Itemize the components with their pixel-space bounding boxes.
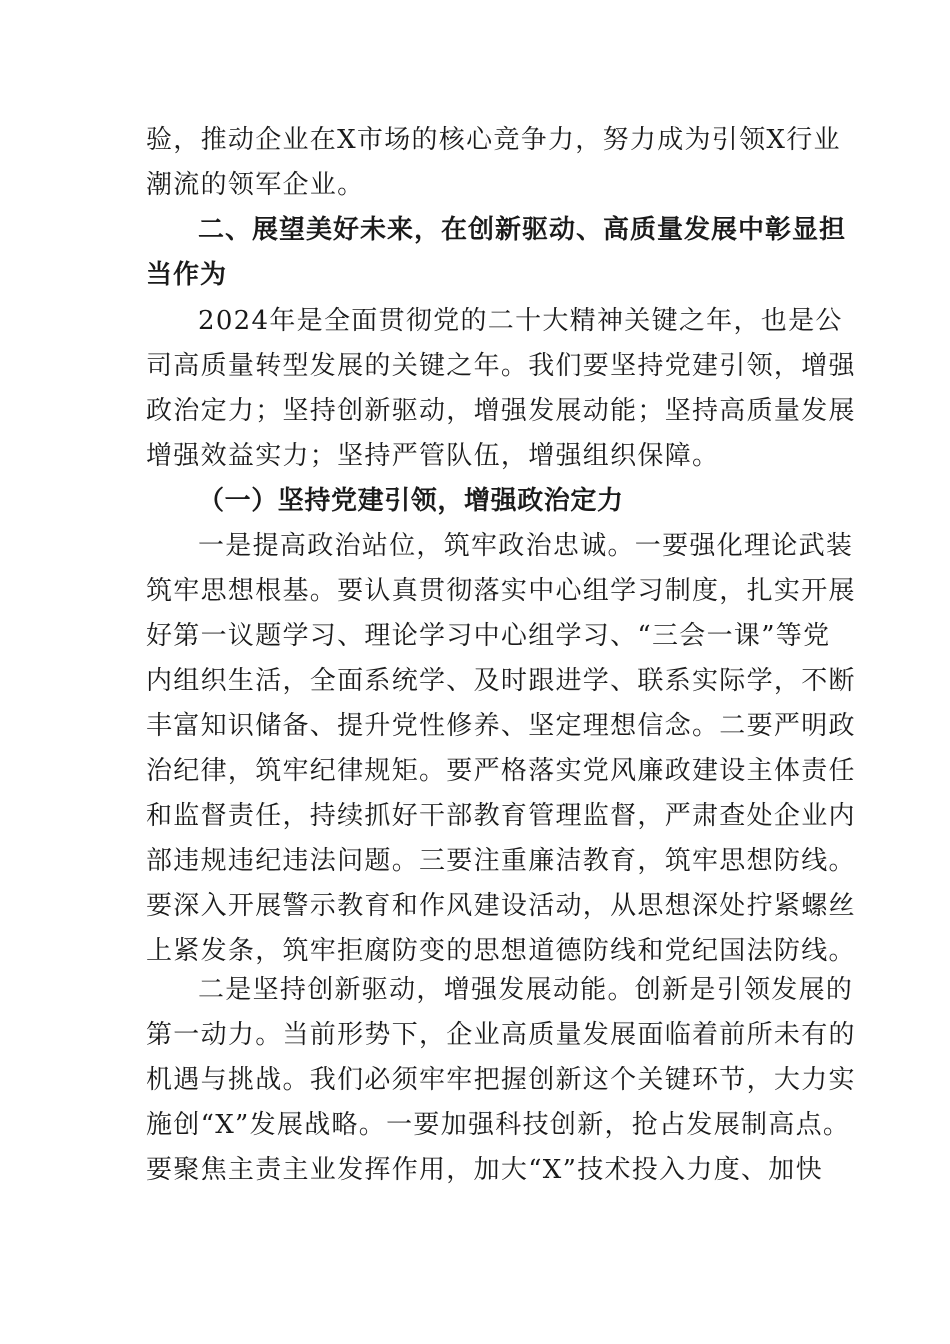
- subsection-heading-1: [146, 479, 810, 524]
- paragraph-intro: [146, 299, 856, 479]
- paragraph-continuation: [146, 118, 841, 208]
- text-line: 上紧发条，筑牢拒腐防变的思想道德防线和党纪国法防线。: [146, 936, 856, 966]
- text-line: 二是坚持创新驱动，增强发展动能。创新是引领发展的: [198, 975, 854, 1005]
- text-line: 政治定力；坚持创新驱动，增强发展动能；坚持高质量发展: [146, 396, 856, 426]
- heading-line: 当作为: [146, 260, 228, 290]
- text-line: 内组织生活，全面系统学、及时跟进学、联系实际学，不断: [146, 666, 856, 696]
- text-line: 验，推动企业在X市场的核心竞争力，努力成为引领X行业: [146, 125, 841, 155]
- subheading-line: （一）坚持党建引领，增强政治定力: [198, 486, 624, 516]
- text-line: 一是提高政治站位，筑牢政治忠诚。一要强化理论武装: [198, 531, 854, 561]
- text-line: 机遇与挑战。我们必须牢牢把握创新这个关键环节，大力实: [146, 1065, 856, 1095]
- text-line: 部违规违纪违法问题。三要注重廉洁教育，筑牢思想防线。: [146, 846, 856, 876]
- paragraph-innovation: [146, 968, 856, 1193]
- text-line: 好第一议题学习、理论学习中心组学习、“三会一课”等党: [146, 621, 831, 651]
- text-line: 司高质量转型发展的关键之年。我们要坚持党建引领，增强: [146, 351, 856, 381]
- text-line: 要聚焦主责主业发挥作用，加大“X”技术投入力度、加快: [146, 1155, 823, 1185]
- text-line: 增强效益实力；坚持严管队伍，增强组织保障。: [146, 441, 720, 471]
- text-line: 要深入开展警示教育和作风建设活动，从思想深处拧紧螺丝: [146, 891, 856, 921]
- paragraph-political: [146, 524, 856, 974]
- text-line: 和监督责任，持续抓好干部教育管理监督，严肃查处企业内: [146, 801, 856, 831]
- text-line: 丰富知识储备、提升党性修养、坚定理想信念。二要严明政: [146, 711, 856, 741]
- text-line: 第一动力。当前形势下，企业高质量发展面临着前所未有的: [146, 1020, 856, 1050]
- section-heading-2: [146, 208, 847, 298]
- heading-line: 二、展望美好未来，在创新驱动、高质量发展中彰显担: [198, 215, 847, 245]
- text-line: 施创“X”发展战略。一要加强科技创新，抢占发展制高点。: [146, 1110, 851, 1140]
- text-line: 潮流的领军企业。: [146, 170, 365, 200]
- text-line: 2024年是全面贯彻党的二十大精神关键之年，也是公: [198, 306, 843, 336]
- text-line: 治纪律，筑牢纪律规矩。要严格落实党风廉政建设主体责任: [146, 756, 856, 786]
- text-line: 筑牢思想根基。要认真贯彻落实中心组学习制度，扎实开展: [146, 576, 856, 606]
